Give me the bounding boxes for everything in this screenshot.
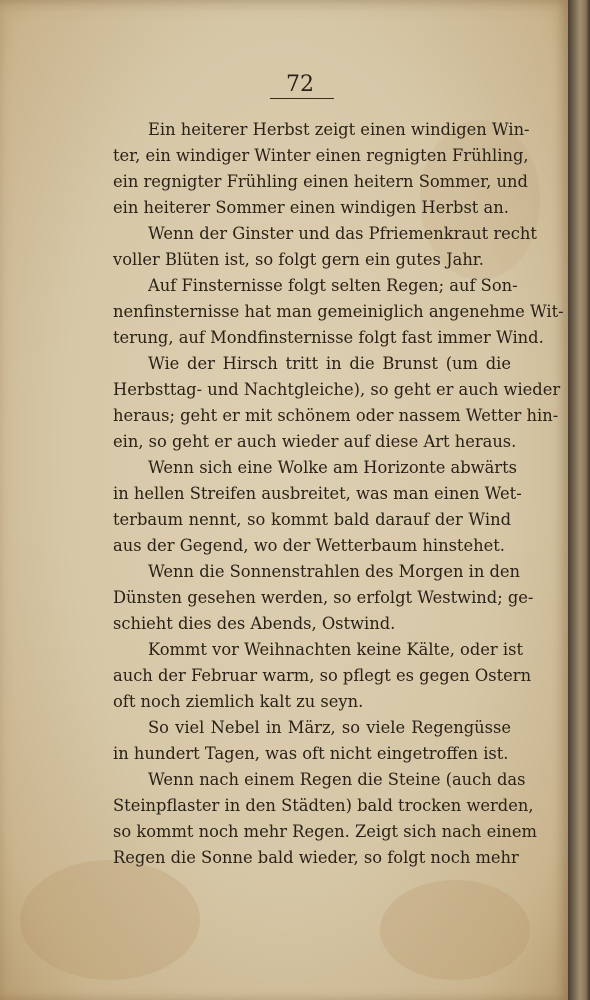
book-spine-edge [568,0,590,1000]
text-line: ein heiterer Sommer einen windigen Herbst an. [113,198,509,217]
text-line: Wenn nach einem Regen die Steine (auch das [148,770,526,789]
text-line: oft noch ziemlich kalt zu seyn. [113,692,364,711]
text-line: ein, so geht er auch wieder auf diese Art heraus. [113,432,517,451]
paper-stain [380,880,530,980]
text-line: schieht dies des Abends, Ostwind. [113,614,396,633]
text-line: aus der Gegend, wo der Wetterbaum hinstehet. [113,536,505,555]
paper-stain [20,860,200,980]
text-line: terung, auf Mondfinsternisse folgt fast immer Wind. [113,328,544,347]
text-line: Wenn der Ginster und das Pfriemenkraut recht [148,224,537,243]
text-line: Herbsttag- und Nachtgleiche), so geht er auch wieder [113,380,561,399]
text-line: heraus; geht er mit schönem oder nassem Wetter hin- [113,406,559,425]
text-line: Wenn sich eine Wolke am Horizonte abwärts [148,458,517,477]
text-line: ein regnigter Frühling einen heitern Sommer, und [113,172,528,191]
text-line: Wenn die Sonnenstrahlen des Morgen in den [148,562,521,581]
text-line: voller Blüten ist, so folgt gern ein gutes Jahr. [113,250,484,269]
text-line: Regen die Sonne bald wieder, so folgt noch mehr [113,848,519,867]
text-line: Kommt vor Weihnachten keine Kälte, oder ist [148,640,523,659]
text-line: so kommt noch mehr Regen. Zeigt sich nach einem [113,822,537,841]
text-line: in hellen Streifen ausbreitet, was man einen Wet- [113,484,522,503]
text-line: So viel Nebel in März, so viele Regengüsse [148,718,511,737]
header-rule [270,98,334,99]
text-line: Steinpflaster in den Städten) bald trocken werden, [113,796,534,815]
text-line: terbaum nennt, so kommt bald darauf der Wind [113,510,511,529]
text-line: Dünsten gesehen werden, so erfolgt Westwind; ge- [113,588,534,607]
text-line: nenfinsternisse hat man gemeiniglich angenehme Wit- [113,302,564,321]
text-line: Ein heiterer Herbst zeigt einen windigen Win- [148,120,530,139]
text-line: ter, ein windiger Winter einen regnigten Frühling, [113,146,529,165]
text-line: in hundert Tagen, was oft nicht eingetroffen ist. [113,744,509,763]
page-number: 72 [286,72,314,97]
text-line: Wie der Hirsch tritt in die Brunst (um die [148,354,511,373]
text-line: Auf Finsternisse folgt selten Regen; auf Son- [148,276,518,295]
text-line: auch der Februar warm, so pflegt es gegen Ostern [113,666,532,685]
